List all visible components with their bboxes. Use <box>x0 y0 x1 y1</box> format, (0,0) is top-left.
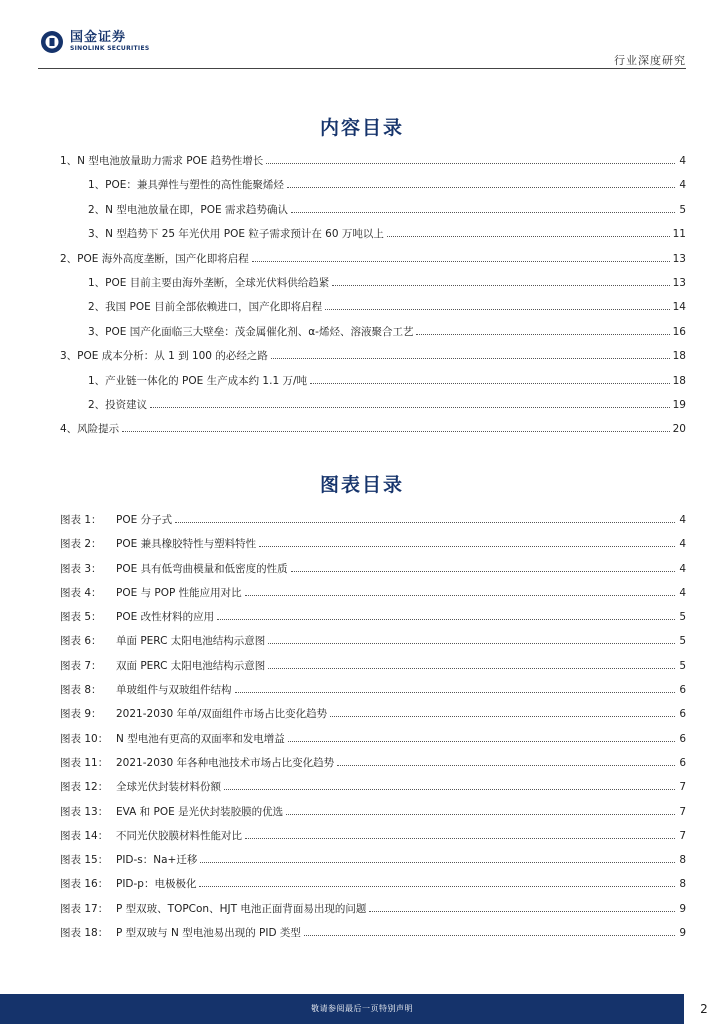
figure-entry-title: 不同光伏胶膜材料性能对比 <box>116 829 242 842</box>
figure-entry-title: P 型双玻、TOPCon、HJT 电池正面背面易出现的问题 <box>116 902 367 915</box>
figure-leader-dots <box>330 706 675 717</box>
figure-entry-page: 9 <box>679 902 686 915</box>
toc-entry[interactable] <box>60 153 686 177</box>
figure-leader-dots <box>235 682 676 693</box>
page-header <box>0 0 724 70</box>
figure-entry-label: 图表 12： <box>60 781 109 794</box>
figure-entry[interactable] <box>60 512 686 536</box>
toc-entry[interactable] <box>60 226 686 250</box>
logo-english-name: SINOLINK SECURITIES <box>70 45 150 52</box>
figure-entry-label: 图表 11： <box>60 756 109 769</box>
toc-entry[interactable] <box>60 373 686 397</box>
figure-leader-dots <box>175 512 675 523</box>
figure-entry-page: 8 <box>679 854 686 867</box>
toc-leader-dots <box>266 153 675 164</box>
sinolink-logo-icon <box>40 30 64 54</box>
toc-leader-dots <box>271 348 670 359</box>
toc-entry-title: 1、POE 目前主要由海外垄断，全球光伏料供给趋紧 <box>88 276 330 289</box>
figure-entry-title: 单面 PERC 太阳电池结构示意图 <box>116 635 266 648</box>
toc-entry-title: 3、POE 国产化面临三大壁垒：茂金属催化剂、α-烯烃、溶液聚合工艺 <box>88 325 414 338</box>
figure-entry-label: 图表 18： <box>60 927 109 940</box>
figure-entry-title: PID-s：Na+迁移 <box>116 854 198 867</box>
toc-entry[interactable] <box>60 202 686 226</box>
figure-entry-label: 图表 4： <box>60 586 102 599</box>
figure-leader-dots <box>288 731 675 742</box>
toc-entry-page: 11 <box>672 228 686 241</box>
figure-entry[interactable] <box>60 536 686 560</box>
toc-entry[interactable] <box>60 299 686 323</box>
toc-entry-page: 18 <box>672 350 686 363</box>
toc-entry-title: 2、我国 POE 目前全部依赖进口，国产化即将启程 <box>88 301 323 314</box>
figure-entry-title: 2021-2030 年单/双面组件市场占比变化趋势 <box>116 708 328 721</box>
toc-entry-title: 3、N 型趋势下 25 年光伏用 POE 粒子需求预计在 60 万吨以上 <box>88 228 384 241</box>
toc-leader-dots <box>416 324 669 335</box>
figure-entry-page: 8 <box>679 878 686 891</box>
figure-entry-label: 图表 17： <box>60 902 109 915</box>
figure-entry-page: 7 <box>679 781 686 794</box>
report-type: 行业深度研究 <box>614 54 686 67</box>
figure-entry-page: 9 <box>679 927 686 940</box>
figure-entry-title: N 型电池有更高的双面率和发电增益 <box>116 732 285 745</box>
figure-leader-dots <box>217 609 675 620</box>
figure-entry-label: 图表 1： <box>60 514 102 526</box>
toc-leader-dots <box>287 177 675 188</box>
figure-entry[interactable] <box>60 633 686 657</box>
table-of-contents <box>60 153 686 446</box>
figure-entry-title: P 型双玻与 N 型电池易出现的 PID 类型 <box>116 927 301 940</box>
figure-entry-page: 6 <box>679 684 686 697</box>
toc-entry[interactable] <box>60 348 686 372</box>
toc-leader-dots <box>150 397 669 408</box>
figure-entry-page: 7 <box>679 829 686 842</box>
figure-leader-dots <box>291 561 675 572</box>
figure-entry[interactable] <box>60 706 686 730</box>
figure-entry-label: 图表 9： <box>60 708 102 721</box>
toc-leader-dots <box>332 275 669 286</box>
figure-leader-dots <box>304 925 675 936</box>
figure-entry-label: 图表 10： <box>60 732 109 745</box>
toc-entry[interactable] <box>60 275 686 299</box>
toc-entry-title: 1、POE：兼具弹性与塑性的高性能聚烯烃 <box>88 179 284 192</box>
header-divider <box>38 68 686 69</box>
toc-entry-page: 5 <box>679 203 686 216</box>
figure-entry[interactable] <box>60 779 686 803</box>
figure-entry-page: 4 <box>679 562 686 575</box>
toc-entry[interactable] <box>60 177 686 201</box>
figure-entry-page: 6 <box>679 732 686 745</box>
figure-entry[interactable] <box>60 585 686 609</box>
figure-leader-dots <box>245 828 675 839</box>
figure-entry-page: 6 <box>679 756 686 769</box>
toc-entry-title: 2、POE 海外高度垄断，国产化即将启程 <box>60 252 249 265</box>
figure-entry-page: 4 <box>679 514 686 526</box>
figure-entry-title: POE 兼具橡胶特性与塑料特性 <box>116 538 257 551</box>
figure-leader-dots <box>199 876 675 887</box>
toc-entry-page: 13 <box>672 276 686 289</box>
figure-leader-dots <box>245 585 675 596</box>
figure-entry-label: 图表 8： <box>60 684 102 697</box>
figure-entry[interactable] <box>60 876 686 900</box>
toc-entry-page: 20 <box>672 423 686 436</box>
toc-leader-dots <box>252 251 670 262</box>
figure-entry-label: 图表 15： <box>60 854 109 867</box>
toc-heading: 内容目录 <box>319 117 404 139</box>
toc-entry-title: 4、风险提示 <box>60 423 120 436</box>
company-logo <box>40 30 149 54</box>
figure-entry-title: 2021-2030 年各种电池技术市场占比变化趋势 <box>116 756 335 769</box>
figure-entry[interactable] <box>60 901 686 925</box>
figure-entry-title: POE 具有低弯曲模量和低密度的性质 <box>116 562 288 575</box>
toc-entry-page: 19 <box>672 398 686 411</box>
figure-entry[interactable] <box>60 682 686 706</box>
figure-entry-title: POE 改性材料的应用 <box>116 611 215 624</box>
figure-entry-page: 5 <box>679 659 686 672</box>
toc-entry-title: 2、投资建议 <box>88 398 148 411</box>
figure-entry-title: 双面 PERC 太阳电池结构示意图 <box>116 659 266 672</box>
figure-entry-page: 6 <box>679 708 686 721</box>
figure-entry-label: 图表 13： <box>60 805 109 818</box>
figure-entry[interactable] <box>60 925 686 949</box>
toc-entry-page: 14 <box>672 301 686 314</box>
figure-entry-label: 图表 14： <box>60 829 109 842</box>
toc-leader-dots <box>122 421 669 432</box>
figure-list-heading: 图表目录 <box>319 474 404 496</box>
logo-chinese-name: 国金证券 <box>70 30 127 45</box>
toc-entry-page: 4 <box>679 155 686 167</box>
figure-entry-label: 图表 7： <box>60 659 102 672</box>
toc-entry-title: 1、产业链一体化的 POE 生产成本约 1.1 万/吨 <box>88 374 307 387</box>
toc-entry-page: 16 <box>672 325 686 338</box>
figure-entry-label: 图表 5： <box>60 611 102 624</box>
figure-entry[interactable] <box>60 755 686 779</box>
toc-entry-title: 3、POE 成本分析：从 1 到 100 的必经之路 <box>60 350 268 363</box>
figure-entry[interactable] <box>60 852 686 876</box>
figure-entry[interactable] <box>60 731 686 755</box>
figure-entry-title: PID-p：电极极化 <box>116 878 197 891</box>
figure-entry[interactable] <box>60 828 686 852</box>
figure-entry-label: 图表 3： <box>60 562 102 575</box>
figure-leader-dots <box>337 755 675 766</box>
figure-entry-title: 单玻组件与双玻组件结构 <box>116 684 232 697</box>
figure-leader-dots <box>268 658 675 669</box>
figure-entry-page: 7 <box>679 805 686 818</box>
toc-entry-title: 1、N 型电池放量助力需求 POE 趋势性增长 <box>60 155 264 167</box>
toc-leader-dots <box>291 202 675 213</box>
toc-entry-page: 18 <box>672 374 686 387</box>
figure-leader-dots <box>259 536 675 547</box>
figure-leader-dots <box>268 633 675 644</box>
toc-entry[interactable] <box>60 421 686 445</box>
figure-leader-dots <box>200 852 675 863</box>
toc-leader-dots <box>310 373 670 384</box>
footer-disclaimer: 敬请参阅最后一页特别声明 <box>311 1004 413 1013</box>
figure-list <box>60 512 686 949</box>
toc-entry[interactable] <box>60 251 686 275</box>
figure-entry-page: 5 <box>679 611 686 624</box>
toc-entry-page: 4 <box>679 179 686 192</box>
figure-entry-label: 图表 16： <box>60 878 109 891</box>
page-number: 2 <box>684 994 724 1024</box>
figure-entry[interactable] <box>60 609 686 633</box>
figure-entry-label: 图表 2： <box>60 538 102 551</box>
figure-entry-page: 4 <box>679 538 686 551</box>
figure-entry-label: 图表 6： <box>60 635 102 648</box>
figure-entry-page: 5 <box>679 635 686 648</box>
figure-entry-title: 全球光伏封装材料份额 <box>116 781 221 794</box>
toc-entry-page: 13 <box>672 252 686 265</box>
toc-leader-dots <box>325 299 670 310</box>
figure-leader-dots <box>286 804 675 815</box>
figure-entry-page: 4 <box>679 586 686 599</box>
figure-entry-title: EVA 和 POE 是光伏封装胶膜的优选 <box>116 805 284 818</box>
figure-leader-dots <box>369 901 675 912</box>
toc-leader-dots <box>387 226 670 237</box>
toc-entry[interactable] <box>60 324 686 348</box>
figure-entry-title: POE 分子式 <box>116 514 173 526</box>
figure-leader-dots <box>224 779 675 790</box>
figure-entry-title: POE 与 POP 性能应用对比 <box>116 586 242 599</box>
toc-entry-title: 2、N 型电池放量在即，POE 需求趋势确认 <box>88 203 288 216</box>
figure-entry[interactable] <box>60 658 686 682</box>
figure-entry[interactable] <box>60 561 686 585</box>
toc-entry[interactable] <box>60 397 686 421</box>
figure-entry[interactable] <box>60 804 686 828</box>
